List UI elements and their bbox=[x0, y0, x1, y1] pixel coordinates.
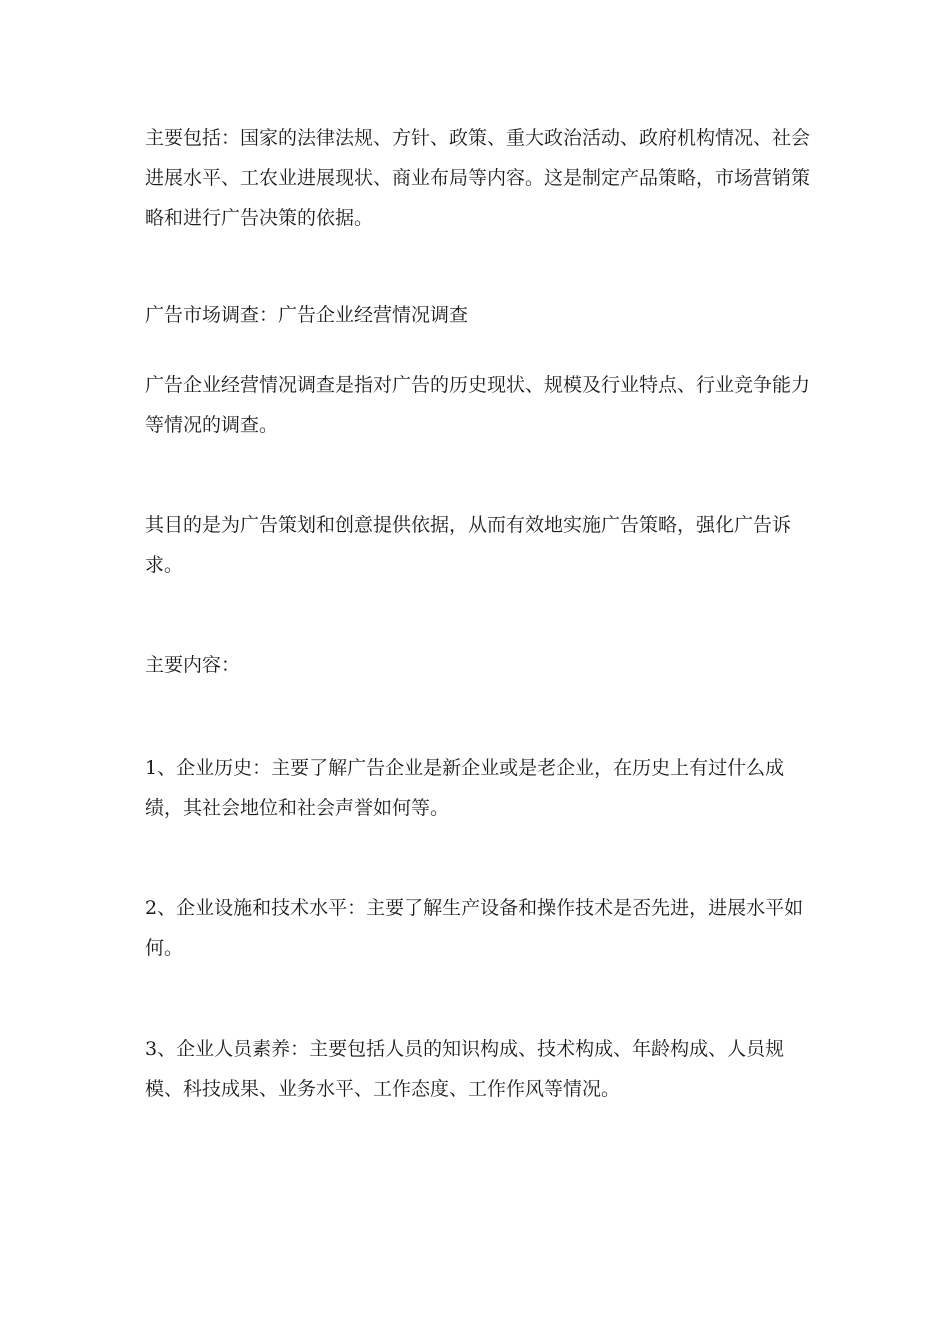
heading-main-content: 主要内容： bbox=[145, 654, 241, 676]
paragraph-political-environment: 主要包括：国家的法律法规、方针、政策、重大政治活动、政府机构情况、社会进展水平、工农业进展现状、商业布局等内容。这是制定产品策略，市场营销策略和进行广告决策的依据。 bbox=[145, 127, 811, 229]
list-item-personnel-quality: 3、企业人员素养：主要包括人员的知识构成、技术构成、年龄构成、人员规模、科技成果、业务水平、工作态度、工作作风等情况。 bbox=[145, 1038, 785, 1100]
paragraph-survey-definition: 广告企业经营情况调查是指对广告的历史现状、规模及行业特点、行业竞争能力等情况的调查。 bbox=[145, 374, 811, 436]
list-item-enterprise-history: 1、企业历史：主要了解广告企业是新企业或是老企业，在历史上有过什么成绩，其社会地位和社会声誉如何等。 bbox=[145, 757, 785, 819]
paragraph-survey-purpose: 其目的是为广告策划和创意提供依据，从而有效地实施广告策略，强化广告诉求。 bbox=[145, 514, 792, 576]
section-heading-enterprise-survey: 广告市场调查：广告企业经营情况调查 bbox=[145, 304, 469, 326]
list-item-facilities-technology: 2、企业设施和技术水平：主要了解生产设备和操作技术是否先进，进展水平如何。 bbox=[145, 897, 804, 959]
